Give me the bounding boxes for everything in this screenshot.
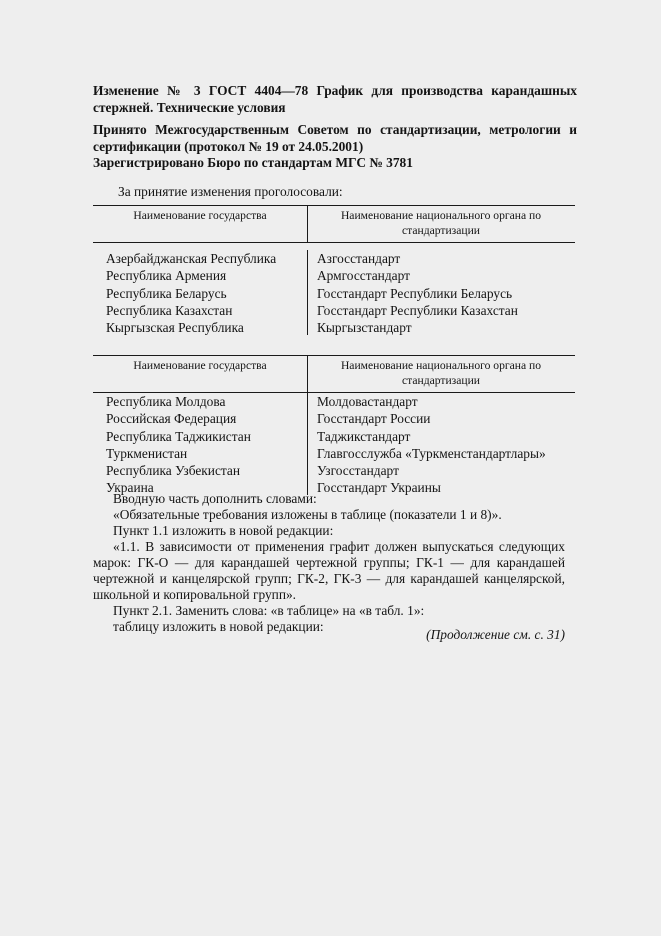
table-header [93, 355, 575, 393]
state-name: Республика Таджикистан [106, 428, 251, 444]
paragraph: таблицу изложить в новой редакции: [113, 619, 324, 634]
state-name: Республика Узбекистан [106, 463, 241, 479]
table-row [93, 410, 575, 427]
registration-statement: Зарегистрировано Бюро по стандартам МГС № 3781 [93, 155, 413, 170]
standards-body: Азгосстандарт [317, 251, 401, 266]
state-name: Российская Федерация [106, 411, 237, 427]
table-body [93, 243, 575, 344]
vote-intro: За принятие изменения проголосовали: [118, 184, 343, 199]
header-standards-body: Наименование национального органа по стандартизации [340, 359, 542, 387]
standards-body: Госстандарт Республики Беларусь [317, 285, 513, 301]
amendment-title: Изменение № 3 ГОСТ 4404—78 График для производства карандашных стержней. Технические условия [93, 83, 577, 115]
adoption-statement: Принято Межгосударственным Советом по стандартизации, метрологии и сертификации (протокол № 19 от 24.05.2001) [93, 122, 577, 154]
standards-body: Кыргызстандарт [317, 320, 412, 336]
header-state: Наименование государства [133, 209, 267, 222]
state-name: Республика Армения [106, 268, 227, 284]
standards-body: Главгосслужба «Туркменстандартлары» [317, 445, 546, 461]
voting-table-1 [93, 205, 575, 344]
table-header [93, 205, 575, 243]
header-standards-body: Наименование национального органа по стандартизации [340, 209, 542, 237]
table-row [93, 462, 575, 479]
standards-body: Таджикстандарт [317, 428, 411, 444]
header-state: Наименование государства [133, 359, 267, 372]
table-row [93, 267, 575, 284]
paragraph: «Обязательные требования изложены в таблице (показатели 1 и 8)». [113, 507, 502, 522]
standards-body: Армгосстандарт [317, 268, 410, 284]
paragraph: Пункт 2.1. Заменить слова: «в таблице» на «в табл. 1»: [113, 603, 425, 618]
table-row [93, 445, 575, 462]
standards-body: Госстандарт Украины [317, 480, 441, 496]
paragraph: «1.1. В зависимости от применения графит должен выпускаться следующих марок: ГК-О — для карандашей чертежной группы; ГК-1 — для карандашей чертежной и канцелярской групп; ГК-2, ГК-3 — для карандашей канцелярской, школьной и копировальной групп». [93, 539, 565, 602]
state-name: Республика Молдова [106, 394, 226, 409]
paragraph: Вводную часть дополнить словами: [113, 491, 317, 506]
table-row [93, 319, 575, 336]
paragraph: Пункт 1.1 изложить в новой редакции: [113, 523, 334, 538]
table-row [93, 250, 575, 267]
amendment-text [93, 491, 565, 635]
table-row [93, 285, 575, 302]
continuation-note: (Продолжение см. с. 31) [426, 627, 565, 642]
state-name: Республика Казахстан [106, 302, 233, 318]
standards-body: Молдовастандарт [317, 394, 418, 409]
state-name: Украина [106, 480, 154, 496]
table-row [93, 393, 575, 410]
table-row [93, 302, 575, 319]
state-name: Кыргызская Республика [106, 320, 244, 336]
table-body [93, 393, 575, 499]
state-name: Туркменистан [106, 445, 188, 461]
state-name: Республика Беларусь [106, 285, 227, 301]
standards-body: Госстандарт России [317, 411, 431, 427]
standards-body: Узгосстандарт [317, 463, 399, 479]
voting-table-2 [93, 355, 575, 499]
standards-body: Госстандарт Республики Казахстан [317, 302, 518, 318]
state-name: Азербайджанская Республика [106, 251, 277, 266]
table-row [93, 428, 575, 445]
